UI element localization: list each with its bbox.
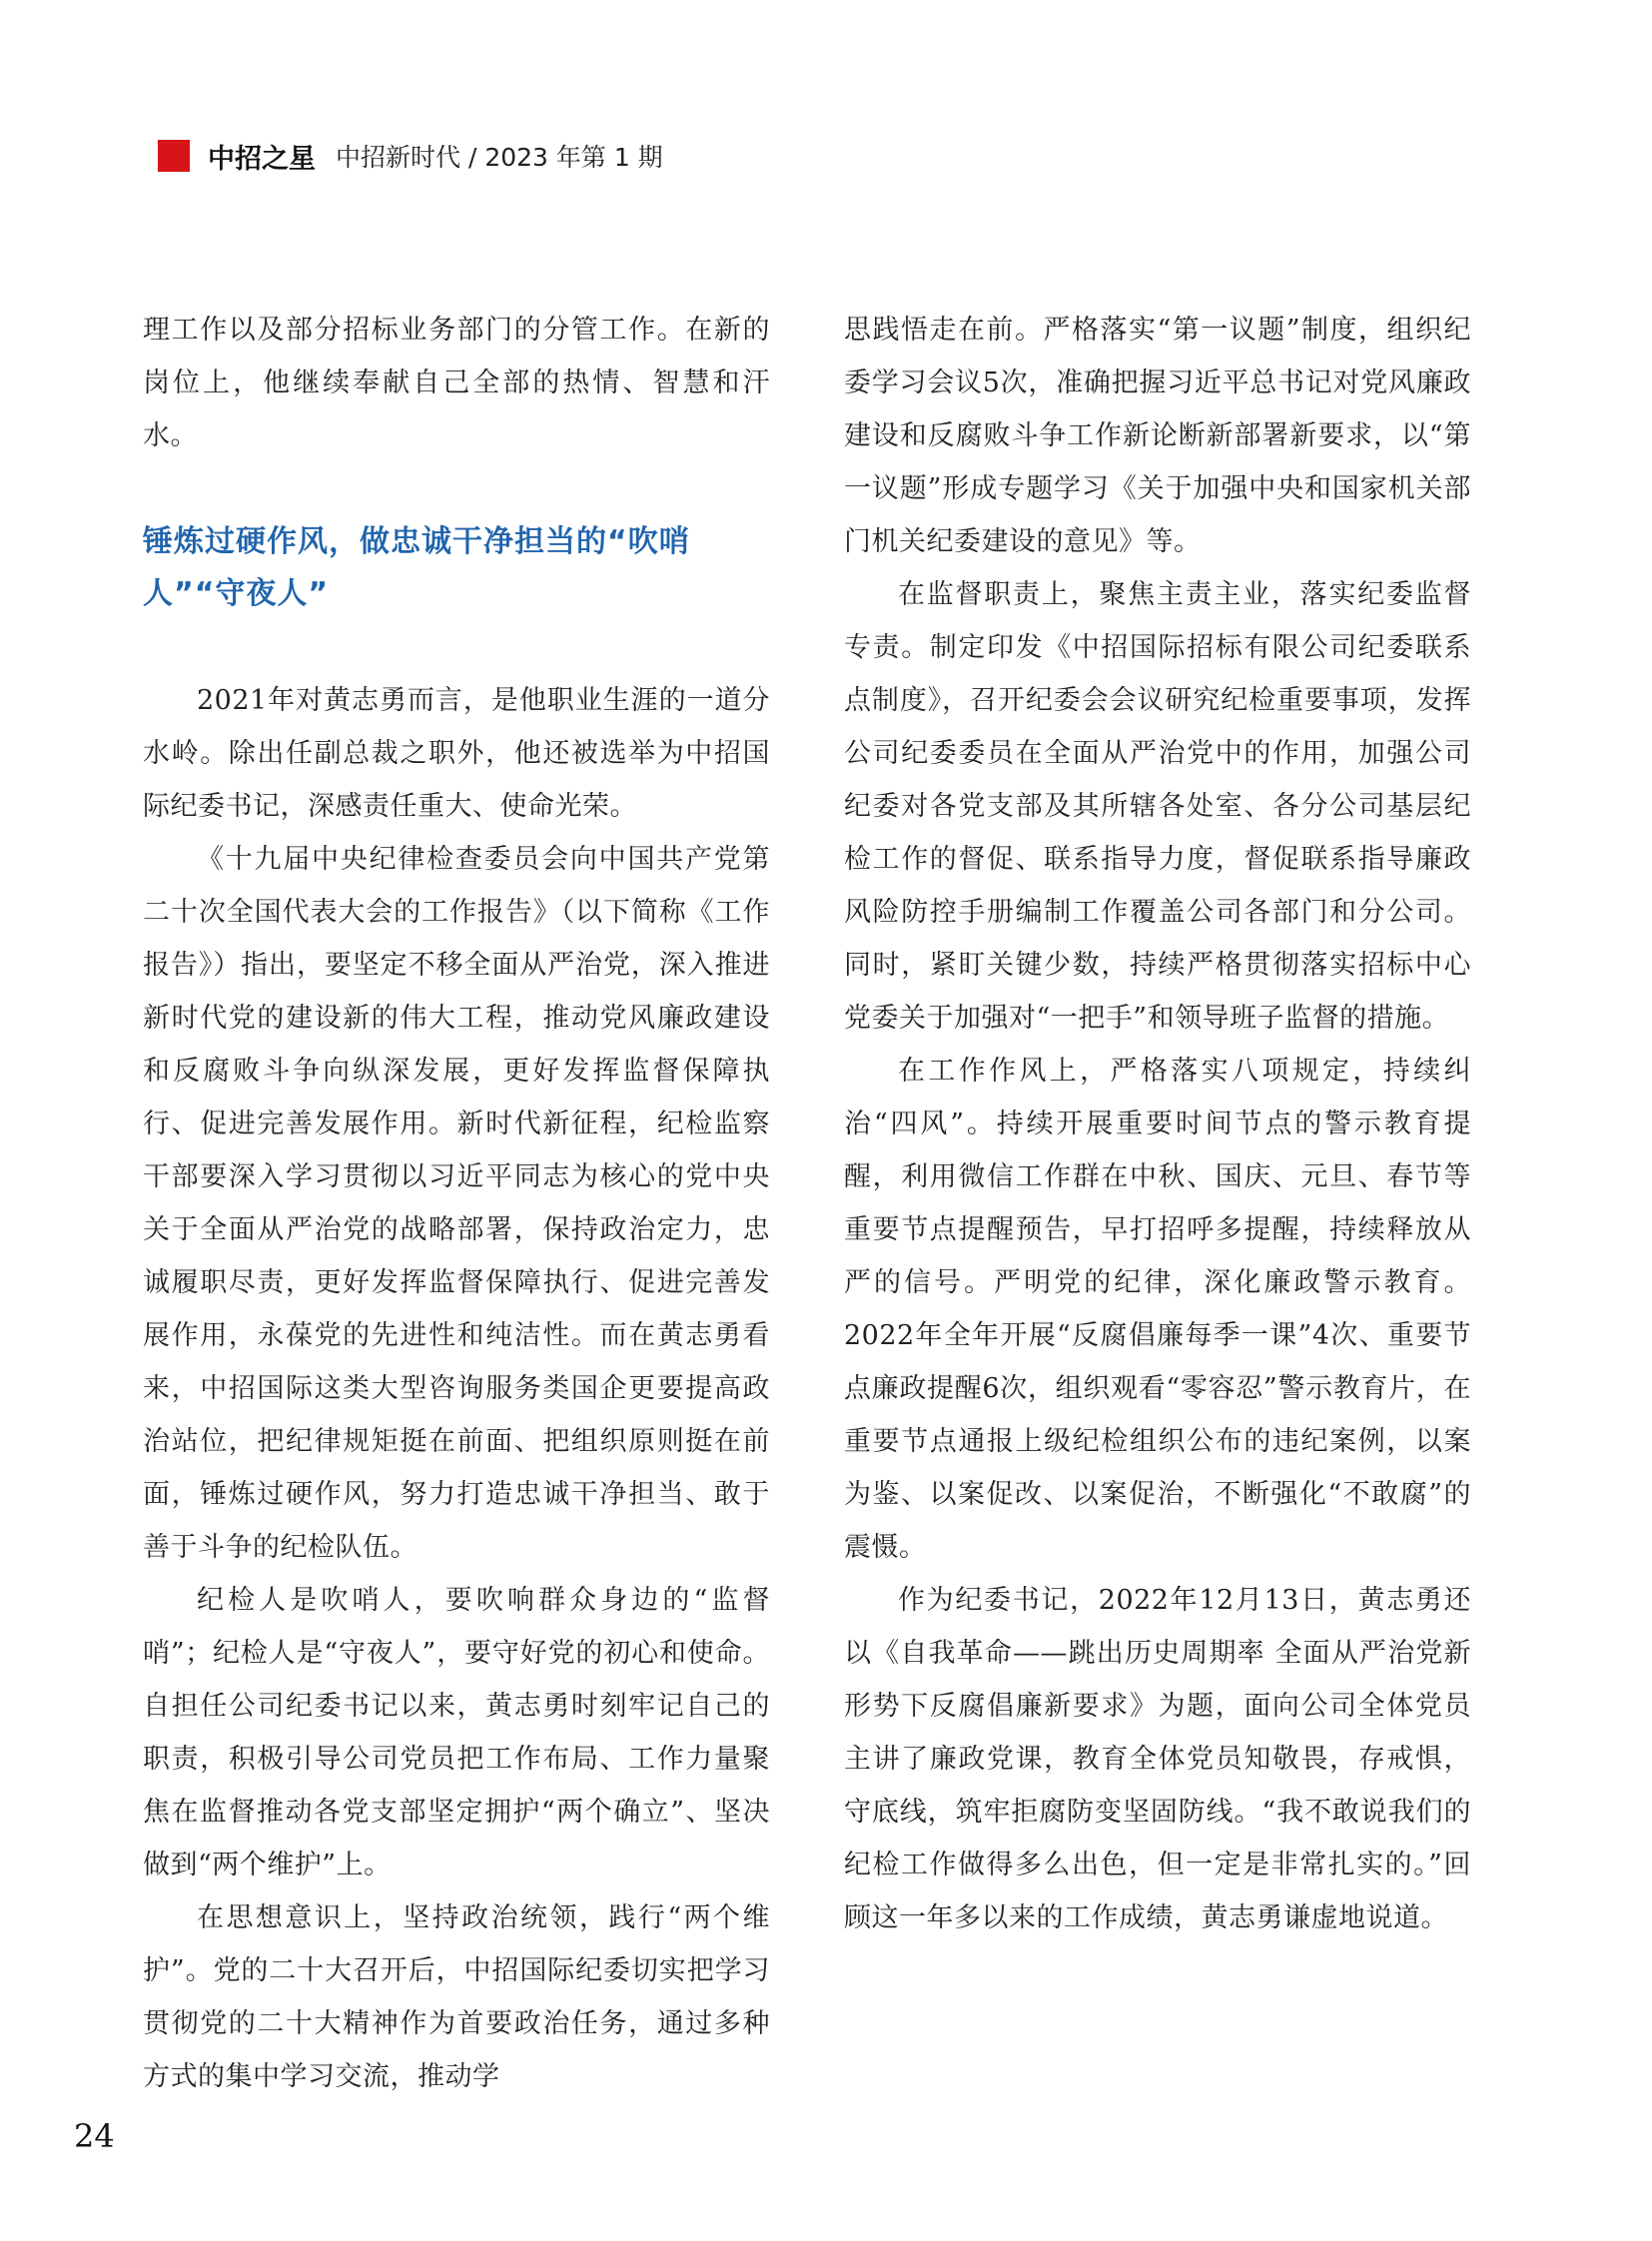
paragraph: 在工作作风上，严格落实八项规定，持续纠治“四风”。持续开展重要时间节点的警示教育提醒，利用微信工作群在中秋、国庆、元旦、春节等重要节点提醒预告，早打招呼多提醒，持续释放从严的信号。严明党的纪律，深化廉政警示教育。2022年全年开展“反腐倡廉每季一课”4次、重要节点廉政提醒6次，组织观看“零容忍”警示教育片，在重要节点通报上级纪检组织公布的违纪案例，以案为鉴、以案促改、以案促治，不断强化“不敢腐”的震慑。 — [844, 1056, 1471, 1563]
paragraph: 作为纪委书记，2022年12月13日，黄志勇还以《自我革命——跳出历史周期率 全面从严治党新形势下反腐倡廉新要求》为题，面向公司全体党员主讲了廉政党课，教育全体党员知敬畏，存戒惧，守底线，筑牢拒腐防变坚固防线。“我不敢说我们的纪检工作做得多么出色，但一定是非常扎实的。”回顾这一年多以来的工作成绩，黄志勇谦虚地说道。 — [844, 1585, 1471, 1933]
section-brand: 中招之星 — [208, 143, 316, 175]
left-column — [143, 304, 770, 2103]
red-square-mark — [158, 140, 190, 172]
paragraph: 在思想意识上，坚持政治统领，践行“两个维护”。党的二十大召开后，中招国际纪委切实把学习贯彻党的二十大精神作为首要政治任务，通过多种方式的集中学习交流，推动学 — [143, 1902, 770, 2092]
page-number: 24 — [74, 2117, 115, 2155]
section-heading: 锤炼过硬作风，做忠诚干净担当的“吹哨人”“守夜人” — [143, 524, 690, 611]
issue-label: 中招新时代 / 2023 年第 1 期 — [336, 143, 663, 172]
paragraph: 纪检人是吹哨人，要吹响群众身边的“监督哨”；纪检人是“守夜人”，要守好党的初心和使命。自担任公司纪委书记以来，黄志勇时刻牢记自己的职责，积极引导公司党员把工作布局、工作力量聚焦在监督推动各党支部坚定拥护“两个确立”、坚决做到“两个维护”上。 — [143, 1585, 770, 1880]
paragraph: 理工作以及部分招标业务部门的分管工作。在新的岗位上，他继续奉献自己全部的热情、智慧和汗水。 — [143, 315, 770, 451]
right-column — [844, 304, 1471, 1944]
page-header — [158, 136, 663, 176]
paragraph: 思践悟走在前。严格落实“第一议题”制度，组织纪委学习会议5次，准确把握习近平总书记对党风廉政建设和反腐败斗争工作新论断新部署新要求，以“第一议题”形成专题学习《关于加强中央和国家机关部门机关纪委建设的意见》等。 — [844, 315, 1471, 557]
paragraph: 《十九届中央纪律检查委员会向中国共产党第二十次全国代表大会的工作报告》（以下简称《工作报告》）指出，要坚定不移全面从严治党，深入推进新时代党的建设新的伟大工程，推动党风廉政建设和反腐败斗争向纵深发展，更好发挥监督保障执行、促进完善发展作用。新时代新征程，纪检监察干部要深入学习贯彻以习近平同志为核心的党中央关于全面从严治党的战略部署，保持政治定力，忠诚履职尽责，更好发挥监督保障执行、促进完善发展作用，永葆党的先进性和纯洁性。而在黄志勇看来，中招国际这类大型咨询服务类国企更要提高政治站位，把纪律规矩挺在前面、把组织原则挺在前面，锤炼过硬作风，努力打造忠诚干净担当、敢于善于斗争的纪检队伍。 — [143, 844, 770, 1563]
paragraph: 2021年对黄志勇而言，是他职业生涯的一道分水岭。除出任副总裁之职外，他还被选举为中招国际纪委书记，深感责任重大、使命光荣。 — [143, 685, 770, 822]
paragraph: 在监督职责上，聚焦主责主业，落实纪委监督专责。制定印发《中招国际招标有限公司纪委联系点制度》，召开纪委会会议研究纪检重要事项，发挥公司纪委委员在全面从严治党中的作用，加强公司纪委对各党支部及其所辖各处室、各分公司基层纪检工作的督促、联系指导力度，督促联系指导廉政风险防控手册编制工作覆盖公司各部门和分公司。同时，紧盯关键少数，持续严格贯彻落实招标中心党委关于加强对“一把手”和领导班子监督的措施。 — [844, 579, 1471, 1034]
